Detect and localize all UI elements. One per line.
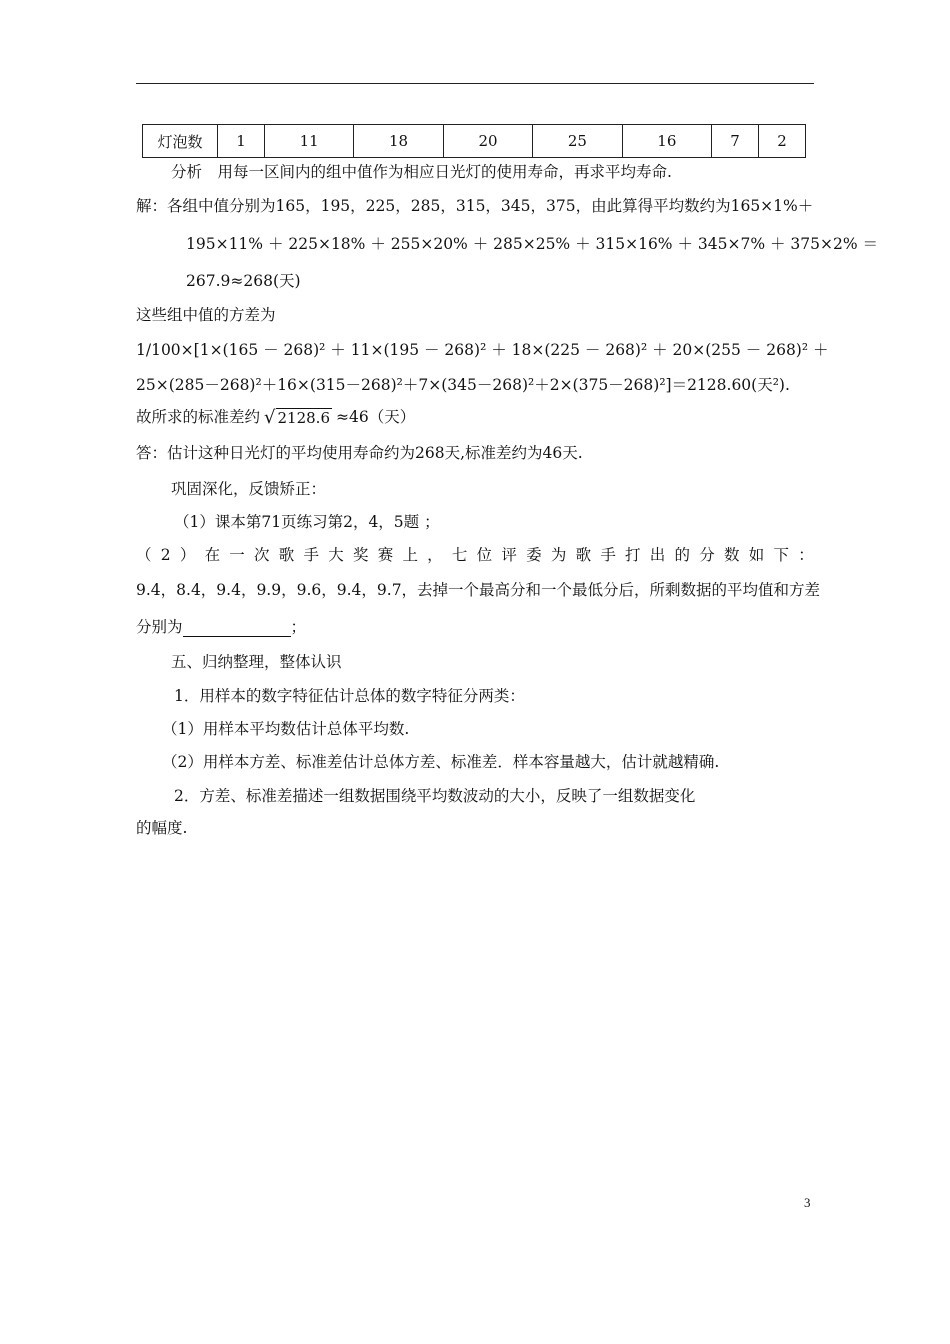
- exercise-2-char: 在: [204, 546, 221, 564]
- variance-intro: 这些组中值的方差为: [136, 306, 276, 324]
- exercise-2-char: ：: [798, 546, 814, 564]
- std-prefix: 故所求的标准差约: [136, 408, 261, 426]
- exercise-2-char: 位: [476, 546, 493, 564]
- exercise-2-char: 七: [451, 546, 468, 564]
- table-cell: 1: [218, 125, 265, 158]
- exercise-2-char: 次: [254, 546, 270, 564]
- std-suffix: ≈46（天）: [336, 408, 416, 426]
- exercise-2-char: 打: [625, 546, 641, 564]
- exercise-2-char: 歌: [575, 546, 592, 564]
- solution-line-3: 267.9≈268(天): [186, 272, 301, 290]
- exercise-2-prefix: 分别为: [136, 618, 183, 636]
- radical-sign-icon: √: [264, 407, 276, 428]
- summary-point-1: 1．用样本的数字特征估计总体的数字特征分两类：: [174, 687, 525, 705]
- exercise-1: （1）课本第71页练习第2，4，5题 ；: [174, 513, 440, 531]
- exercise-2-char: 大: [328, 546, 344, 564]
- variance-equation-line-2: 25×(285－268)²＋16×(315－268)²＋7×(345－268)²＋2×(375－268)²]＝2128.60(天²).: [136, 376, 790, 394]
- page-number: 3: [804, 1195, 811, 1210]
- table-cell: 25: [533, 125, 622, 158]
- radicand: 2128.6: [277, 409, 330, 427]
- table-cell: 20: [443, 125, 532, 158]
- table-cell: 11: [264, 125, 353, 158]
- exercise-2-char: 数: [723, 546, 740, 564]
- exercise-2-char: ）: [179, 546, 196, 564]
- exercise-2-char: 出: [649, 546, 666, 564]
- exercise-2-suffix: ；: [290, 618, 307, 636]
- table-row: [143, 125, 806, 158]
- exercise-2-char: 如: [748, 546, 765, 564]
- exercise-2-char: 一: [229, 546, 245, 564]
- square-root-expression: [264, 408, 332, 428]
- variance-equation-line-1: 1/100×[1×(165 － 268)² ＋ 11×(195 － 268)² ＋ 18×(225 － 268)² ＋ 20×(255 － 268)² ＋: [136, 341, 829, 359]
- summary-point-1b: （2）用样本方差、标准差估计总体方差、标准差．样本容量越大，估计就越精确.: [162, 753, 720, 771]
- solution-line-2: 195×11% ＋ 225×18% ＋ 255×20% ＋ 285×25% ＋ 315×16% ＋ 345×7% ＋ 375×2% ＝: [186, 235, 878, 253]
- exercise-2-char: 赛: [377, 546, 394, 564]
- section-5-heading: 五、归纳整理，整体认识: [171, 653, 342, 671]
- exercise-2-char: 分: [699, 546, 715, 564]
- header-rule: [136, 83, 814, 84]
- summary-point-2-cont: 的幅度.: [136, 819, 188, 837]
- solution-line-1: 解：各组中值分别为165，195，225，285，315，345，375，由此算得平均数约为165×1%＋: [136, 197, 814, 215]
- exercise-2-char: 委: [526, 546, 542, 564]
- exercise-2-char: 评: [501, 546, 517, 564]
- exercise-2-line-2: 9.4，8.4，9.4，9.9，9.6，9.4，9.7，去掉一个最高分和一个最低分后，所剩数据的平均值和方差: [136, 581, 821, 599]
- consolidate-heading: 巩固深化，反馈矫正：: [171, 480, 327, 498]
- exercise-2-char: 手: [600, 546, 616, 564]
- exercise-2-char: （: [136, 546, 152, 564]
- exercise-2-char: 为: [550, 546, 567, 564]
- answer-text: 答：估计这种日光灯的平均使用寿命约为268天,标准差约为46天.: [136, 444, 583, 462]
- summary-point-1a: （1）用样本平均数估计总体平均数.: [162, 720, 410, 738]
- table-cell: 2: [758, 125, 805, 158]
- answer-blank[interactable]: [183, 620, 291, 637]
- std-deviation-line: [136, 407, 415, 428]
- bulb-count-table: [142, 124, 806, 158]
- table-cell: 18: [354, 125, 443, 158]
- exercise-2-char: 歌: [278, 546, 295, 564]
- exercise-2-char: 下: [773, 546, 789, 564]
- table-cell: 16: [622, 125, 711, 158]
- summary-point-2: 2．方差、标准差描述一组数据围绕平均数波动的大小，反映了一组数据变化: [174, 787, 696, 805]
- table-header-cell: 灯泡数: [143, 125, 218, 158]
- exercise-2-char: 奖: [352, 546, 369, 564]
- exercise-2-line-1: [136, 545, 814, 565]
- exercise-2-char: 的: [674, 546, 691, 564]
- analysis-text: 分析 用每一区间内的组中值作为相应日光灯的使用寿命，再求平均寿命.: [171, 163, 672, 181]
- table-cell: 7: [712, 125, 759, 158]
- exercise-2-char: 手: [303, 546, 320, 564]
- exercise-2-char: 上: [402, 546, 418, 564]
- exercise-2-line-3: [136, 617, 306, 637]
- exercise-2-char: ，: [427, 546, 443, 564]
- exercise-2-char: 2: [160, 546, 171, 564]
